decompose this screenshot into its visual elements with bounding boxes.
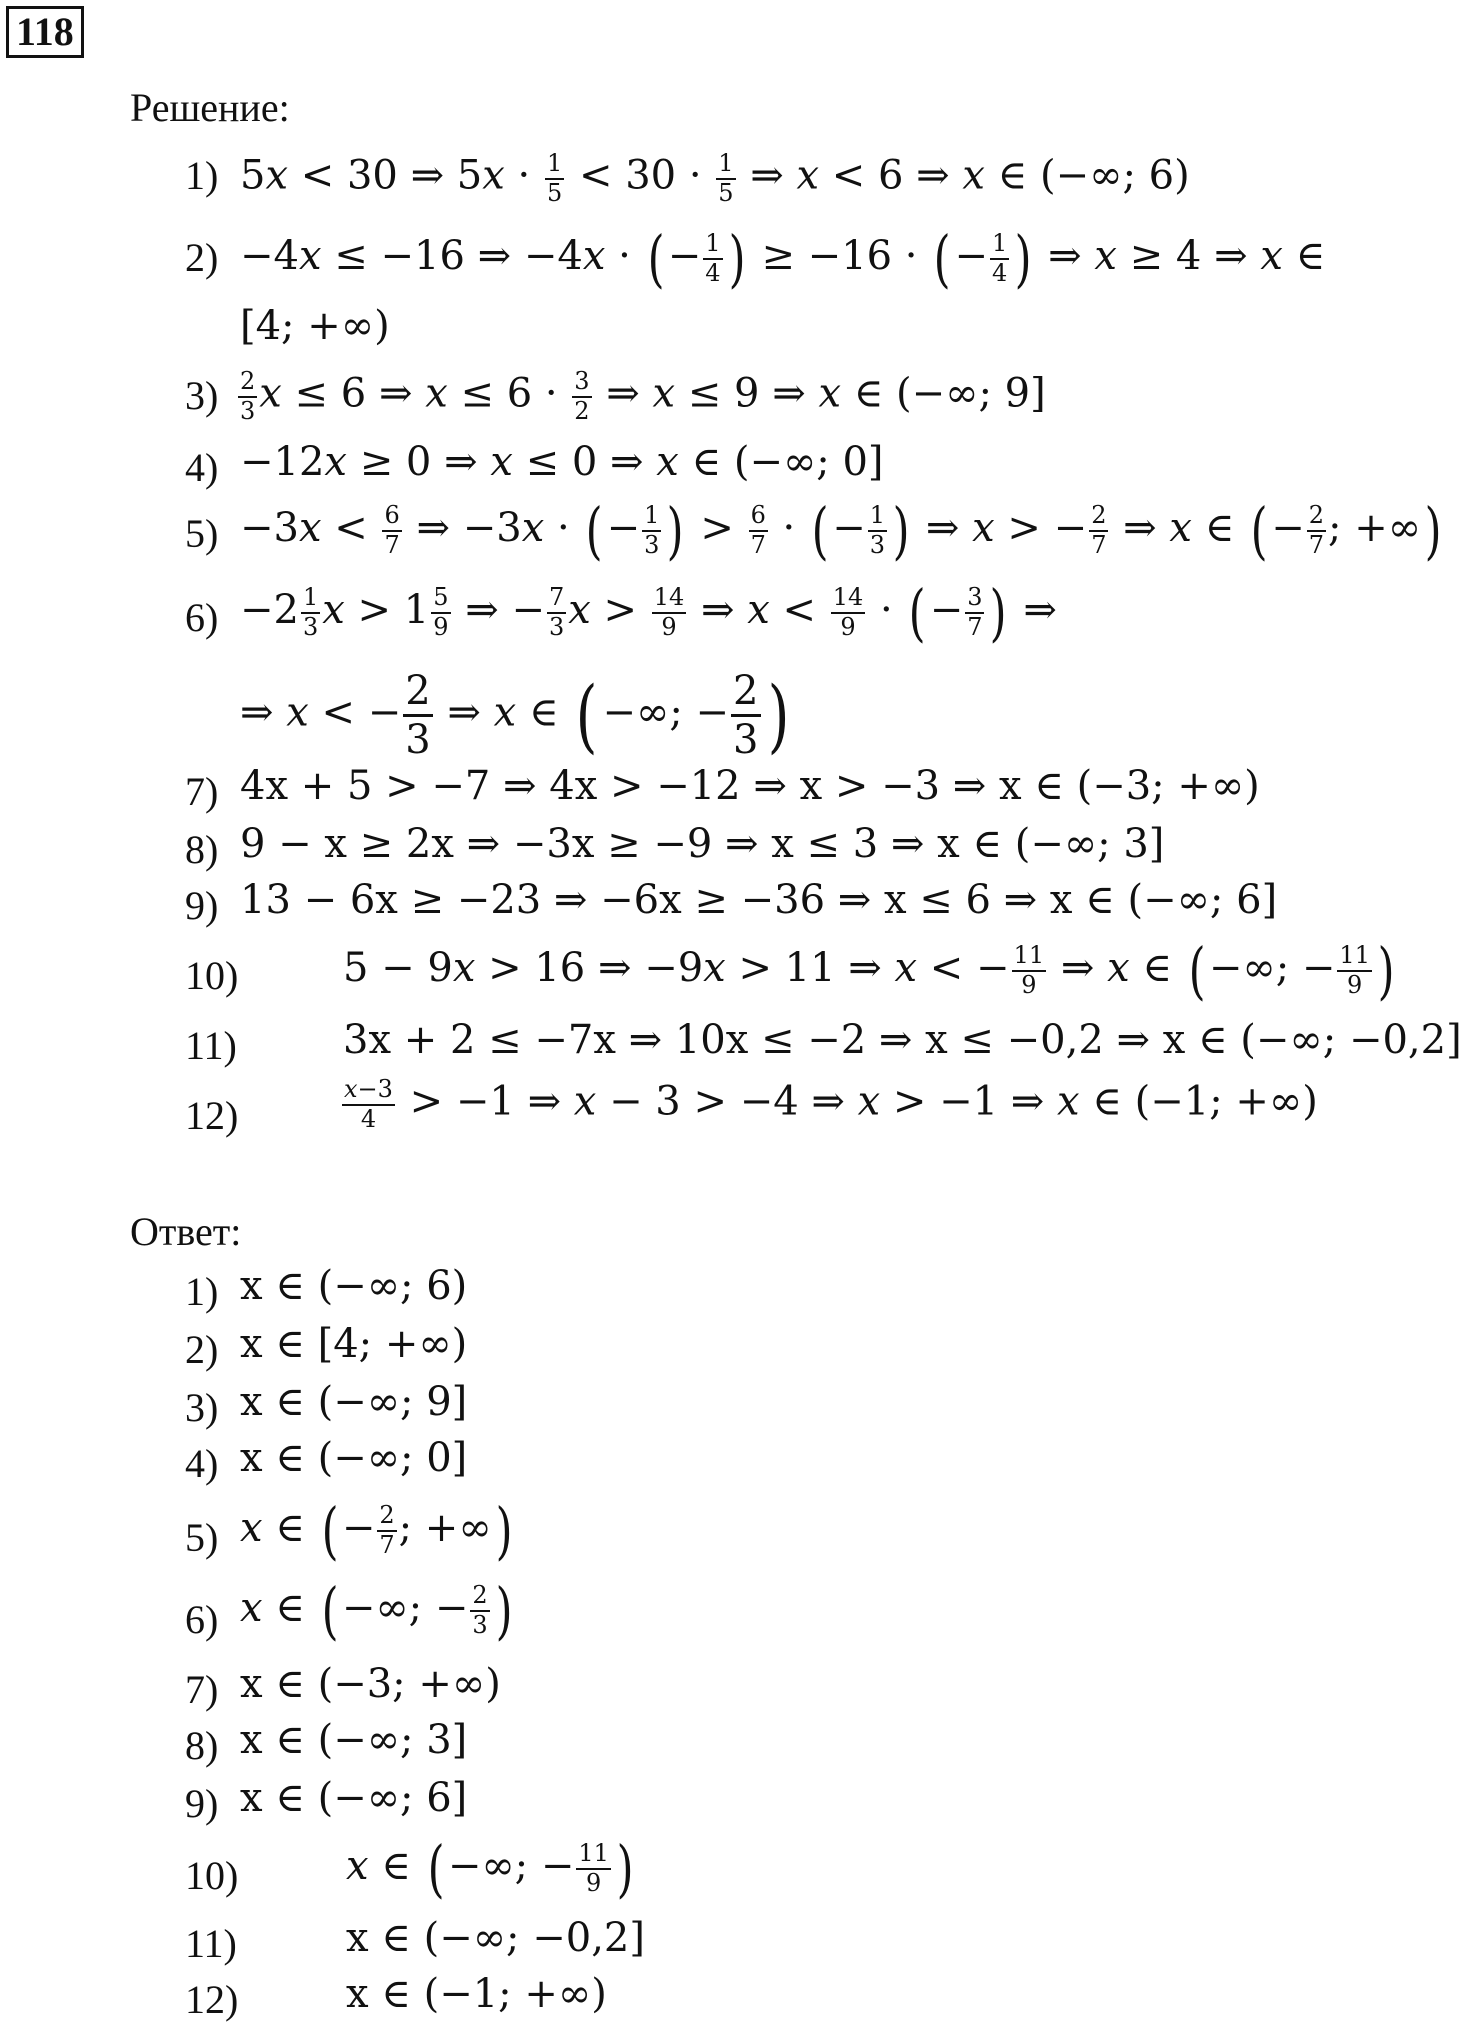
answer-11: x ∈ (−∞; −0,2] — [346, 1915, 645, 1961]
solution-line-6: −2 $\frac{1}{3}$ x > 1 $\frac{5}{9}$ ⇒ − $\frac{7}{3}$ x > $\frac{14}{9}$ ⇒ x < $\frac{14}{9}$ · (− $\frac{3}{7}$ ) ⇒ — [240, 576, 1057, 649]
solution-label-6: 6) — [185, 595, 219, 640]
answer-label-10: 10) — [185, 1853, 239, 1898]
answer-12: x ∈ (−1; +∞) — [346, 1971, 607, 2017]
answer-label-4: 4) — [185, 1441, 219, 1486]
answer-label-11: 11) — [185, 1921, 237, 1966]
solution-label-7: 7) — [185, 769, 219, 814]
solution-line-10: 5 − 9x > 16 ⇒ −9x > 11 ⇒ x < − $\frac{11}{9}$ ⇒ x ∈ (−∞; − $\frac{11}{9}$ ) — [343, 934, 1395, 1007]
solution-line-11: 3x + 2 ≤ −7x ⇒ 10x ≤ −2 ⇒ x ≤ −0,2 ⇒ x ∈ (−∞; −0,2] — [343, 1017, 1462, 1063]
answer-10: x ∈ (−∞; − $\frac{11}{9}$ ) — [346, 1832, 634, 1905]
solution-label-4: 4) — [185, 445, 219, 490]
problem-number: 118 — [6, 6, 84, 58]
solution-label-11: 11) — [185, 1023, 237, 1068]
answer-4: x ∈ (−∞; 0] — [240, 1435, 468, 1481]
answer-8: x ∈ (−∞; 3] — [240, 1717, 468, 1763]
answer-label-6: 6) — [185, 1597, 219, 1642]
solution-line-12: $\frac{x-3}{4}$ > −1 ⇒ x − 3 > −4 ⇒ x > −1 ⇒ x ∈ (−1; +∞) — [344, 1075, 1318, 1133]
solution-line-1: 5x < 30 ⇒ 5x · $\frac{1}{5}$ < 30 · $\frac{1}{5}$ ⇒ x < 6 ⇒ x ∈ (−∞; 6) — [240, 149, 1190, 207]
solution-label-2: 2) — [185, 235, 219, 280]
solution-label-3: 3) — [185, 373, 219, 418]
solution-label-9: 9) — [185, 883, 219, 928]
solution-line-2-continued: [4; +∞) — [240, 303, 390, 349]
answer-heading: Ответ: — [130, 1209, 242, 1254]
answer-label-5: 5) — [185, 1515, 219, 1560]
solution-line-7: 4x + 5 > −7 ⇒ 4x > −12 ⇒ x > −3 ⇒ x ∈ (−3; +∞) — [240, 763, 1260, 809]
answer-9: x ∈ (−∞; 6] — [240, 1775, 468, 1821]
solution-line-3: $\frac{2}{3}$ x ≤ 6 ⇒ x ≤ 6 · $\frac{3}{2}$ ⇒ x ≤ 9 ⇒ x ∈ (−∞; 9] — [240, 367, 1046, 425]
solution-line-9: 13 − 6x ≥ −23 ⇒ −6x ≥ −36 ⇒ x ≤ 6 ⇒ x ∈ (−∞; 6] — [240, 877, 1278, 923]
solution-line-5: −3x < $\frac{6}{7}$ ⇒ −3x · (− $\frac{1}{3}$ ) > $\frac{6}{7}$ · (− $\frac{1}{3}$ ) ⇒ x > − $\frac{2}{7}$ ⇒ x ∈ (− $\frac{2}{7}$ ; +∞) — [240, 494, 1442, 567]
answer-2: x ∈ [4; +∞) — [240, 1321, 468, 1367]
answer-label-3: 3) — [185, 1385, 219, 1430]
answer-7: x ∈ (−3; +∞) — [240, 1661, 501, 1707]
answer-label-9: 9) — [185, 1781, 219, 1826]
answer-label-12: 12) — [185, 1977, 239, 2022]
answer-label-7: 7) — [185, 1667, 219, 1712]
answer-6: x ∈ (−∞; − $\frac{2}{3}$ ) — [240, 1574, 513, 1647]
answer-label-2: 2) — [185, 1327, 219, 1372]
solution-line-2: −4x ≤ −16 ⇒ −4x · (− $\frac{1}{4}$ ) ≥ −16 · (− $\frac{1}{4}$ ) ⇒ x ≥ 4 ⇒ x ∈ — [240, 222, 1326, 295]
answer-1: x ∈ (−∞; 6) — [240, 1263, 468, 1309]
answer-3: x ∈ (−∞; 9] — [240, 1379, 468, 1425]
solution-line-8: 9 − x ≥ 2x ⇒ −3x ≥ −9 ⇒ x ≤ 3 ⇒ x ∈ (−∞; 3] — [240, 821, 1165, 867]
solution-label-12: 12) — [185, 1093, 239, 1138]
solution-line-4: −12x ≥ 0 ⇒ x ≤ 0 ⇒ x ∈ (−∞; 0] — [240, 439, 884, 485]
solution-label-5: 5) — [185, 511, 219, 556]
solution-heading: Решение: — [130, 85, 290, 130]
solution-label-8: 8) — [185, 827, 219, 872]
solution-label-10: 10) — [185, 953, 239, 998]
answer-label-8: 8) — [185, 1723, 219, 1768]
answer-5: x ∈ (− $\frac{2}{7}$ ; +∞) — [240, 1494, 513, 1567]
solution-label-1: 1) — [185, 153, 219, 198]
solution-line-6-continued: ⇒ x < − $\frac{2}{3}$ ⇒ x ∈ ( −∞; − $\frac{2}{3}$ ) — [240, 668, 790, 763]
answer-label-1: 1) — [185, 1269, 219, 1314]
